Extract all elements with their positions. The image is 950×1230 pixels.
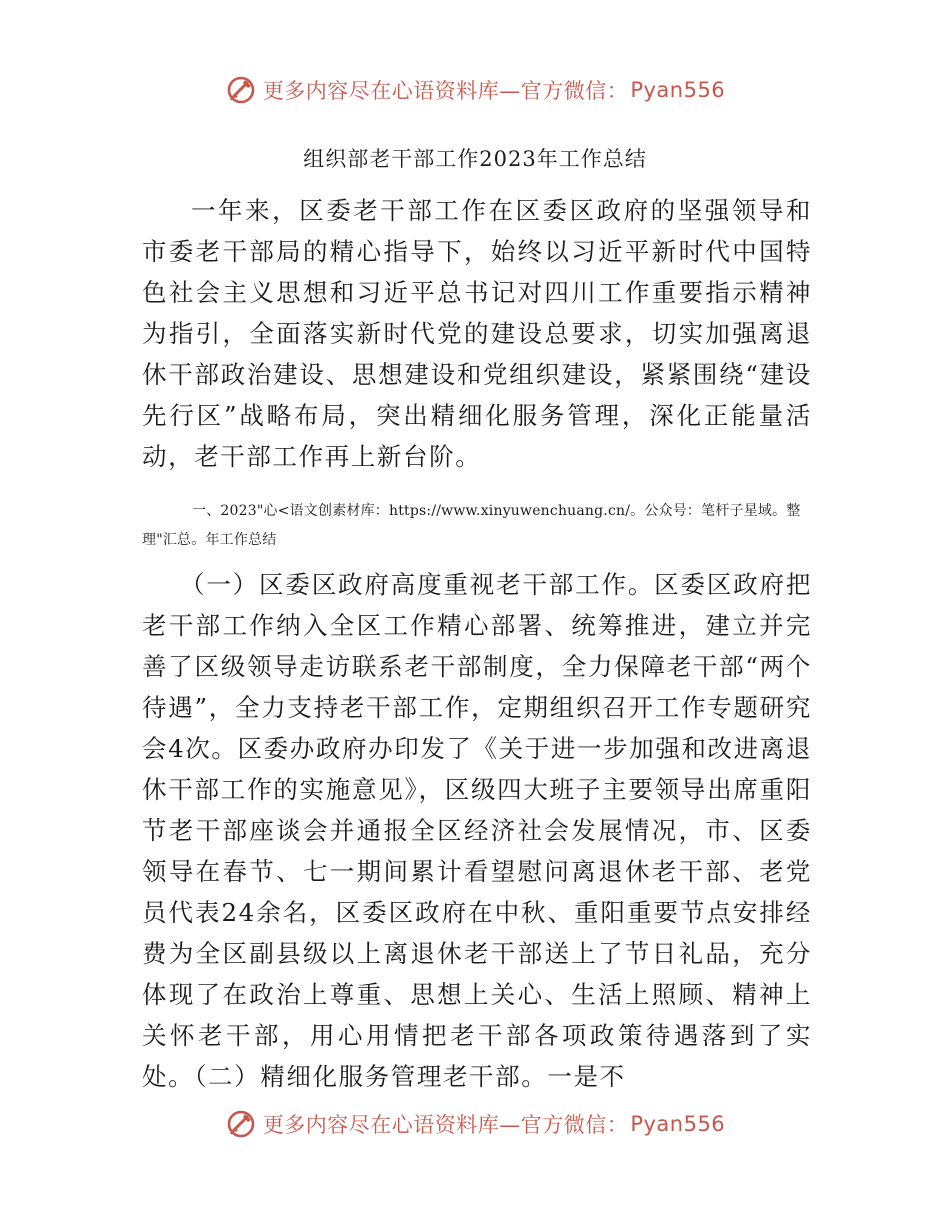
body-paragraph-section-one: （一）区委区政府高度重视老干部工作。区委区政府把老干部工作纳入全区工作精心部署、统筹推进，建立并完善了区级领导走访联系老干部制度，全力保障老干部“两个待遇”，全力支持老干部工作，定期组织召开工作专题研究会4次。区委办政府办印发了《关于进一步加强和改进离退休干部工作的实施意见》，区级四大班子主要领导出席重阳节老干部座谈会并通报全区经济社会发展情况，市、区委领导在春节、七一期间累计看望慰问离退休老干部、老党员代表24余名，区委区政府在中秋、重阳重要节点安排经费为全区副县级以上离退休老干部送上了节日礼品，充分体现了在政治上尊重、思想上关心、生活上照顾、精神上关怀老干部，用心用情把老干部各项政策待遇落到了实处。（二）精细化服务管理老干部。一是不 [142, 570, 812, 1091]
brush-logo-icon [225, 1108, 257, 1140]
header-banner [0, 68, 950, 112]
body-paragraph-intro: 一年来，区委老干部工作在区委区政府的坚强领导和市委老干部局的精心指导下，始终以习近平新时代中国特色社会主义思想和习近平总书记对四川工作重要指示精神为指引，全面落实新时代党的建设总要求，切实加强离退休干部政治建设、思想建设和党组织建设，紧紧围绕“建设先行区”战略布局，突出精细化服务管理，深化正能量活动，老干部工作再上新台阶。 [142, 196, 812, 471]
footer-banner [0, 1102, 950, 1146]
source-note: 一、2023"心<语文创素材库：https://www.xinyuwenchuang.cn/。公众号：笔杆子星域。整理"汇总。年工作总结 [142, 503, 801, 548]
document-title: 组织部老干部工作2023年工作总结 [303, 147, 647, 171]
banner-text: 更多内容尽在心语资料库—官方微信： [262, 79, 629, 103]
banner-wechat-id: Pyan556 [630, 1112, 726, 1136]
banner-wechat-id: Pyan556 [630, 78, 726, 102]
banner-text: 更多内容尽在心语资料库—官方微信： [262, 1113, 629, 1137]
brush-logo-icon [225, 74, 257, 106]
